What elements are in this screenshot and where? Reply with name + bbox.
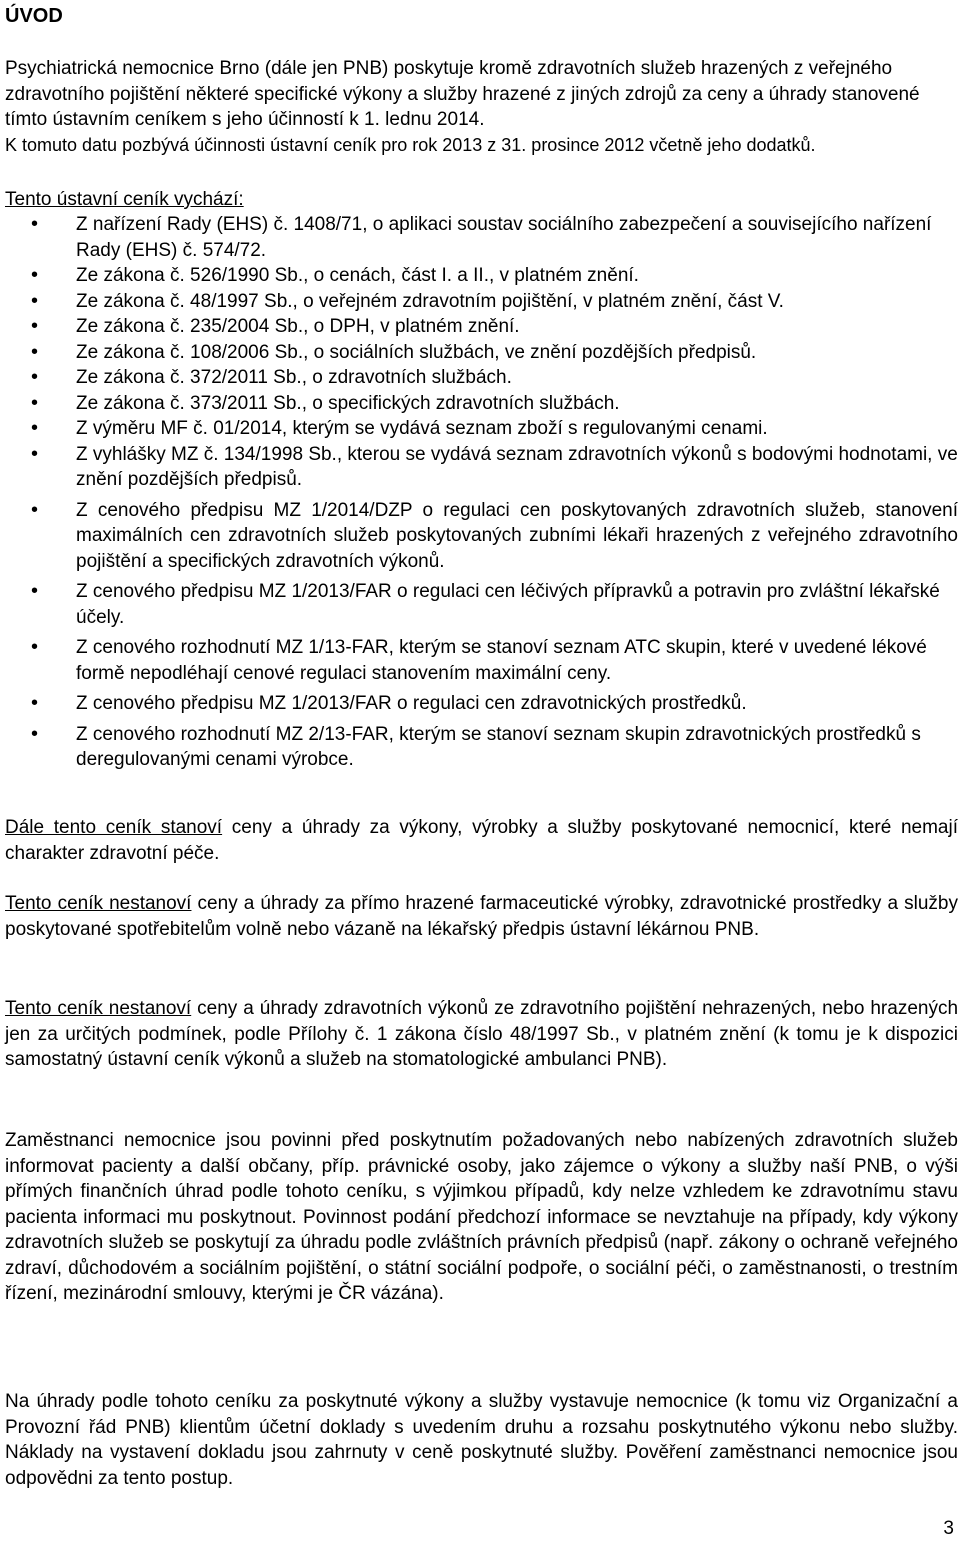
page-heading: ÚVOD: [5, 5, 63, 27]
list-item: • Z cenového předpisu MZ 1/2013/FAR o regulaci cen zdravotnických prostředků.: [5, 691, 958, 717]
list-item: • Z nařízení Rady (EHS) č. 1408/71, o aplikaci soustav sociálního zabezpečení a souvisejícího nařízení Rady (EHS) č. 574/72.: [5, 212, 958, 263]
list-item: • Z výměru MF č. 01/2014, kterým se vydává seznam zboží s regulovanými cenami.: [5, 416, 958, 442]
list-item: • Z cenového rozhodnutí MZ 1/13-FAR, kterým se stanoví seznam ATC skupin, které v uvedené lékové formě nepodléhají cenové regulaci stanovením maximální ceny.: [5, 635, 958, 686]
paragraph-text: ceny a úhrady za přímo hrazené farmaceutické výrobky, zdravotnické prostředky a služby poskytované spotřebitelům volně nebo vázaně na lékařský předpis ústavní lékárnou PNB.: [5, 893, 958, 940]
sources-list: [5, 212, 958, 773]
page-number: 3: [943, 1517, 954, 1539]
intro-paragraph: [5, 56, 958, 158]
paragraph-invoicing: Na úhrady podle tohoto ceníku za poskytnuté výkony a služby vystavuje nemocnice (k tomu viz Organizační a Provozní řád PNB) klientům účetní doklady s uvedením druhu a rozsahu poskytnutého výkonu nebo služby. Náklady na vystavení dokladu jsou zahrnuty v ceně poskytnuté služby. Pověření zaměstnanci nemocnice jsou odpovědni za tento postup.: [5, 1391, 958, 1489]
paragraph-lead: Tento ceník nestanoví: [5, 893, 192, 914]
list-item: • Ze zákona č. 48/1997 Sb., o veřejném zdravotním pojištění, v platném znění, část V.: [5, 289, 958, 315]
list-item: • Z vyhlášky MZ č. 134/1998 Sb., kterou se vydává seznam zdravotních výkonů s bodovými hodnotami, ve znění pozdějších předpisů.: [5, 442, 958, 493]
paragraph-pharmacy: [5, 891, 958, 942]
paragraph-information-duty: Zaměstnanci nemocnice jsou povinni před poskytnutím požadovaných nebo nabízených zdravotních služeb informovat pacienty a další občany, příp. právnické osoby, jako zájemce o výkony a služby naší PNB, o výši přímých finančních úhrad podle tohoto ceníku, s výjimkou případů, kdy nelze vzhledem ke zdravotnímu stavu pacienta informaci mu poskytnout. Povinnost podání předchozí informace se nevztahuje na případy, kdy výkony zdravotních služeb se poskytují za úhradu podle zvláštních právních předpisů (např. zákony o ochraně veřejného zdraví, důchodovém a sociálním pojištění, o státní sociální podpoře, o sociální péči, o zaměstnanosti, o trestním řízení, mezinárodní smlouvy, kterými je ČR vázána).: [5, 1130, 958, 1304]
list-item: • Z cenového předpisu MZ 1/2013/FAR o regulaci cen léčivých přípravků a potravin pro zvláštní lékařské účely.: [5, 579, 958, 630]
paragraph-text: ceny a úhrady zdravotních výkonů ze zdravotního pojištění nehrazených, nebo hrazených jen za určitých podmínek, podle Přílohy č. 1 zákona číslo 48/1997 Sb., v platném znění (k tomu je k dispozici samostatný ústavní ceník výkonů a služeb na stomatologické ambulanci PNB).: [5, 998, 959, 1070]
list-item: • Ze zákona č. 526/1990 Sb., o cenách, část I. a II., v platném znění.: [5, 263, 958, 289]
list-item: • Z cenového rozhodnutí MZ 2/13-FAR, kterým se stanoví seznam skupin zdravotnických prostředků s deregulovanými cenami výrobce.: [5, 722, 958, 773]
list-item: • Ze zákona č. 372/2011 Sb., o zdravotních službách.: [5, 365, 958, 391]
list-item: • Ze zákona č. 235/2004 Sb., o DPH, v platném znění.: [5, 314, 958, 340]
list-item: • Z cenového předpisu MZ 1/2014/DZP o regulaci cen poskytovaných zdravotních služeb, stanovení maximálních cen zdravotních služeb poskytovaných zubními lékaři hrazených z veřejného zdravotního pojištění a specifických zdravotních výkonů.: [5, 498, 958, 575]
list-item: • Ze zákona č. 108/2006 Sb., o sociálních službách, ve znění pozdějších předpisů.: [5, 340, 958, 366]
intro-line-1: Psychiatrická nemocnice Brno (dále jen PNB) poskytuje kromě zdravotních služeb hrazených z veřejného zdravotního pojištění některé specifické výkony a služby hrazené z jiných zdrojů za ceny a úhrady stanovené tímto ústavním ceníkem s jeho účinností k 1. lednu 2014.: [5, 58, 920, 130]
paragraph-text: ceny a úhrady za výkony, výrobky a služby poskytované nemocnicí, které nemají charakter zdravotní péče.: [5, 817, 958, 864]
list-item: • Ze zákona č. 373/2011 Sb., o specifických zdravotních službách.: [5, 391, 958, 417]
paragraph-dental: [5, 996, 958, 1073]
intro-line-2: K tomuto datu pozbývá účinnosti ústavní ceník pro rok 2013 z 31. prosince 2012 včetně jeho dodatků.: [5, 134, 816, 155]
sources-heading: Tento ústavní ceník vychází:: [5, 189, 244, 210]
paragraph-lead: Tento ceník nestanoví: [5, 998, 192, 1019]
paragraph-services: [5, 815, 958, 866]
paragraph-lead: Dále tento ceník stanoví: [5, 817, 223, 838]
